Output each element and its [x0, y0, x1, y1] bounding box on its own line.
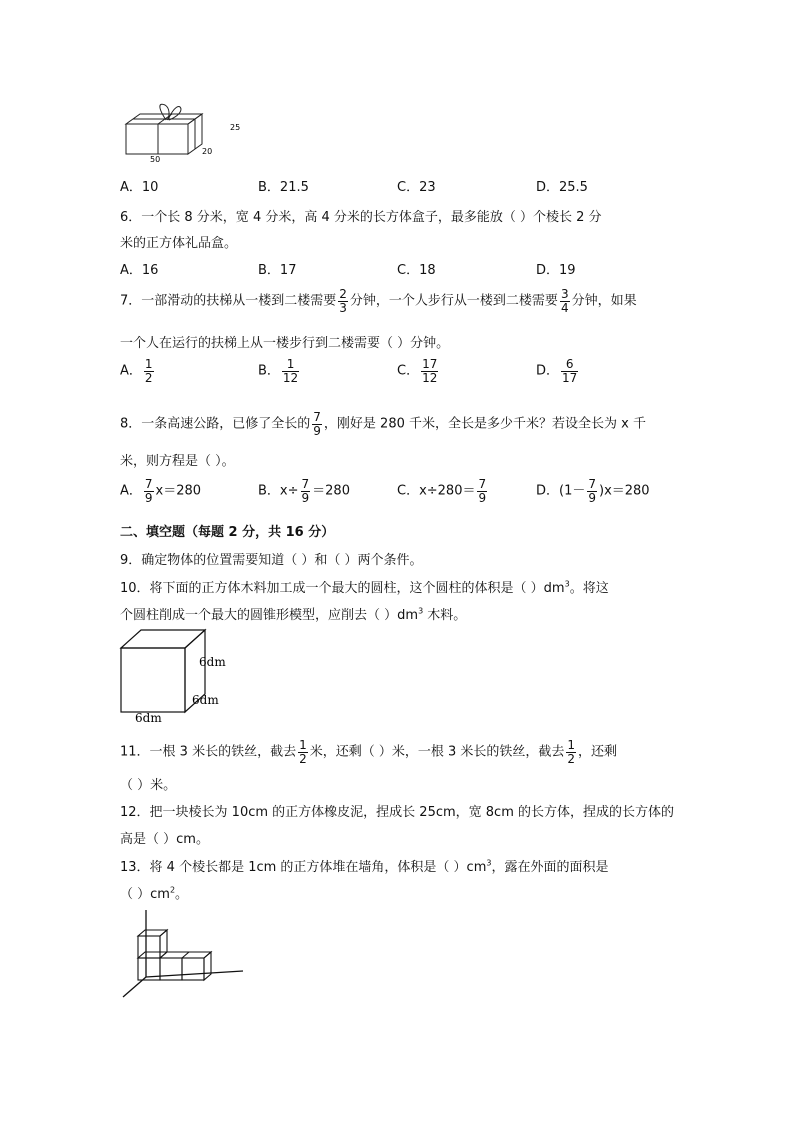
q6-line1: 6．一个长 8 分米，宽 4 分米，高 4 分米的长方体盒子，最多能放（ ）个棱长 2 分	[120, 210, 602, 225]
q10-line2: 个圆柱削成一个最大的圆锥形模型，应削去（ ）$dm^3$ 木料。	[120, 606, 467, 623]
q6-option-d[interactable]: D．19	[536, 263, 576, 278]
cube-width-label: 6dm	[135, 711, 162, 725]
box-height-label: 25	[230, 123, 241, 132]
cube-height-label: 6dm	[199, 655, 226, 669]
q11-line2: （ ）米。	[120, 778, 177, 793]
q7-line1	[120, 288, 637, 314]
q6-line2: 米的正方体礼品盒。	[120, 236, 238, 251]
q8-option-b[interactable]: B．x÷ $\frac{7}{9}$ ＝280	[258, 477, 350, 505]
corner-cubes-figure	[118, 905, 248, 1000]
cube-depth-label: 6dm	[192, 693, 219, 707]
q7-line2: 一个人在运行的扶梯上从一楼步行到二楼需要（ ）分钟。	[120, 336, 450, 351]
gift-box-figure	[118, 96, 258, 166]
q7-text-b: 分钟，一个人步行从一楼到二楼需要	[349, 293, 558, 309]
q5-option-c[interactable]: C．23	[397, 180, 436, 195]
q6-option-c[interactable]: C．18	[397, 263, 436, 278]
q8-option-d[interactable]: D．(1－ $\frac{7}{9}$ )x＝280	[536, 477, 650, 505]
q6-option-a[interactable]: A．16	[120, 263, 159, 278]
q8-fraction: $\frac{7}{9}$	[313, 410, 321, 438]
q7-option-d[interactable]: D． $\frac{6}{17}$	[536, 357, 578, 385]
cube-figure	[115, 628, 235, 726]
q5-option-b[interactable]: B．21.5	[258, 180, 309, 195]
q13-line1: 13．将 4 个棱长都是 1cm 的正方体堆在墙角，体积是（ ）$cm^3$，露在外面的面积是	[120, 858, 609, 875]
box-length-label: 50	[150, 155, 161, 164]
q11-fraction-2: $\frac{1}{2}$	[567, 738, 576, 766]
q7-option-c[interactable]: C． $\frac{17}{12}$	[397, 357, 438, 385]
q5-option-d[interactable]: D．25.5	[536, 180, 588, 195]
q11-line1: 11．一根 3 米长的铁丝，截去 $\frac{1}{2}$ 米，还剩（ ）米，一根 3 米长的铁丝，截去 $\frac{1}{2}$ ，还剩	[120, 738, 618, 766]
q8-line1: 8．一条高速公路，已修了全长的 $\frac{7}{9}$ ，刚好是 280 千米，全长是多少千米？若设全长为 x 千	[120, 410, 646, 438]
q7-option-a[interactable]: A． $\frac{1}{2}$	[120, 357, 153, 385]
q8-option-a[interactable]: A． $\frac{7}{9}$ x＝280	[120, 477, 202, 505]
q11-fraction-1: $\frac{1}{2}$	[299, 738, 307, 766]
q12-line2: 高是（ ）cm。	[120, 832, 209, 847]
q10-line1: 10．将下面的正方体木料加工成一个最大的圆柱，这个圆柱的体积是（ ）$dm^3$。将这	[120, 579, 609, 596]
section-heading-fill-in: 二、填空题（每题 2 分，共 16 分）	[120, 525, 335, 540]
q6-option-b[interactable]: B．17	[258, 263, 297, 278]
q7-text-c: 分钟，如果	[571, 293, 637, 309]
q7-text-a: 7．一部滑动的扶梯从一楼到二楼需要	[120, 293, 337, 309]
q9-text: 9．确定物体的位置需要知道（ ）和（ ）两个条件。	[120, 553, 423, 568]
q8-option-c[interactable]: C．x÷280＝ $\frac{7}{9}$	[397, 477, 487, 505]
q5-option-a[interactable]: A．10	[120, 180, 159, 195]
box-width-label: 20	[202, 147, 213, 156]
q8-line2: 米，则方程是（ ）。	[120, 454, 235, 469]
q7-fraction-walk: $\frac{3}{4}$	[560, 287, 569, 315]
q7-fraction-escalator: $\frac{2}{3}$	[339, 287, 347, 315]
q12-line1: 12．把一块棱长为 10cm 的正方体橡皮泥，捏成长 25cm，宽 8cm 的长方体，捏成的长方体的	[120, 805, 674, 820]
q13-line2: （ ）$cm^2$。	[120, 885, 189, 902]
q7-option-b[interactable]: B． $\frac{1}{12}$	[258, 357, 299, 385]
